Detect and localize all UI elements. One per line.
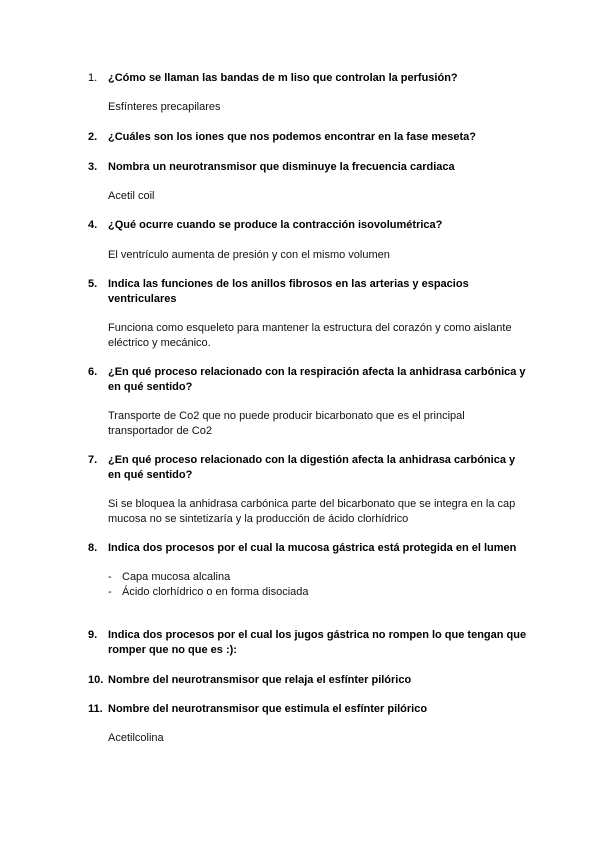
list-item (108, 570, 528, 585)
answer-list (108, 570, 528, 600)
question-text: ¿En qué proceso relacionado con la digestión afecta la anhidrasa carbónica y en qué sentido? (108, 454, 516, 481)
bullet-dash: - (108, 586, 112, 598)
question-number: 7. (88, 454, 98, 466)
question-text: ¿En qué proceso relacionado con la respiración afecta la anhidrasa carbónica y en qué sentido? (108, 366, 526, 393)
question-text: ¿Cómo se llaman las bandas de m liso que controlan la perfusión? (108, 72, 458, 84)
question-number: 5. (88, 278, 98, 290)
question-number: 9. (88, 629, 98, 641)
answer-text: Acetil coil (108, 190, 155, 202)
answer-text: Si se bloquea la anhidrasa carbónica parte del bicarbonato que se integra en la cap mucosa no se sintetizaría y la producción de ácido clorhídrico (108, 498, 516, 525)
question-number: 6. (88, 366, 98, 378)
question-text: Indica las funciones de los anillos fibrosos en las arterias y espacios ventriculares (108, 278, 469, 305)
bullet-dash: - (108, 571, 112, 583)
answer-text: Transporte de Co2 que no puede producir bicarbonato que es el principal transportador de Co2 (108, 410, 465, 437)
question-number: 2. (88, 131, 98, 143)
question-number: 1. (88, 72, 98, 84)
question-text: Indica dos procesos por el cual la mucosa gástrica está protegida en el lumen (108, 542, 517, 554)
answer-text: Funciona como esqueleto para mantener la estructura del corazón y como aislante eléctrico y mecánico. (108, 322, 512, 349)
question-text: Nombra un neurotransmisor que disminuye la frecuencia cardiaca (108, 161, 455, 173)
list-item-text: Capa mucosa alcalina (122, 571, 231, 583)
question-number: 3. (88, 161, 98, 173)
question-text: ¿Qué ocurre cuando se produce la contracción isovolumétrica? (108, 219, 443, 231)
list-item-text: Ácido clorhídrico o en forma disociada (122, 586, 309, 598)
question-text: Indica dos procesos por el cual los jugos gástrica no rompen lo que tengan que romper que no que es :): (108, 629, 527, 656)
question-text: ¿Cuáles son los iones que nos podemos encontrar en la fase meseta? (108, 131, 476, 143)
question-text: Nombre del neurotransmisor que relaja el esfínter pilórico (108, 674, 412, 686)
answer-text: Acetilcolina (108, 732, 164, 744)
question-number: 4. (88, 219, 98, 231)
answer-text: El ventrículo aumenta de presión y con el mismo volumen (108, 249, 390, 261)
question-text: Nombre del neurotransmisor que estimula el esfínter pilórico (108, 703, 428, 715)
list-item (108, 585, 528, 600)
answer-text: Esfínteres precapilares (108, 101, 221, 113)
question-number: 10. (88, 674, 104, 686)
question-number: 11. (88, 703, 103, 715)
question-number: 8. (88, 542, 98, 554)
